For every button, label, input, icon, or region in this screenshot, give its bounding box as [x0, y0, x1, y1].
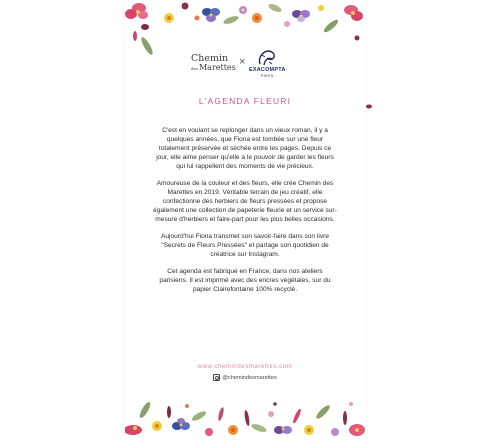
bottom-floral-border	[125, 370, 365, 440]
website-link[interactable]: www.chemindesmarettes.com	[197, 364, 293, 370]
brand-logos	[125, 48, 365, 82]
paragraph-founding: Amoureuse de la couleur et des fleurs, elle crée Chemin des Marettes en 2019. Véritable terrain de jeu créatif, elle confectionne des herbiers de fleurs pressées et propose également une collection de papeterie fleurie et un service sur-mesure d'herbiers et faire-part pour les plus belles occasions.	[153, 180, 337, 223]
chemin-des-marettes-logo: Chemin desMarettes	[191, 53, 236, 72]
paragraph-origin: C'est en voulant se replonger dans un vieux roman, il y a quelques années, que Fiona est tombée sur une fleur totalement préservée et séchée entre les pages. Depuis ce jour, elle aime penser qu'elle a le pouvoir de garder les fleurs qui lui rappellent des moments de vie précieux.	[156, 127, 334, 170]
exacompta-sub: PARIS	[261, 74, 274, 78]
paragraph-book: Aujourd'hui Fiona transmet son savoir-faire dans son livre "Secrets de Fleurs Pressées" et partage son quotidien de créatrice sur Instagram.	[160, 233, 329, 258]
page-title: L'AGENDA FLEURI	[198, 96, 292, 106]
brand-separator: ×	[239, 56, 246, 68]
exacompta-logo-icon	[256, 48, 278, 68]
paragraph-manufacture: Cet agenda est fabriqué en France, dans nos ateliers parisiens. Il est imprimé avec des encres végétales, sur du papier Clairefontaine 100% recyclé.	[159, 268, 331, 293]
body-text	[153, 126, 337, 302]
edge-flower-icon	[366, 104, 372, 109]
exacompta-name: EXACOMPTA	[249, 67, 286, 73]
instagram-handle: @chemindesmarettes	[222, 374, 277, 381]
agenda-page	[125, 0, 365, 440]
